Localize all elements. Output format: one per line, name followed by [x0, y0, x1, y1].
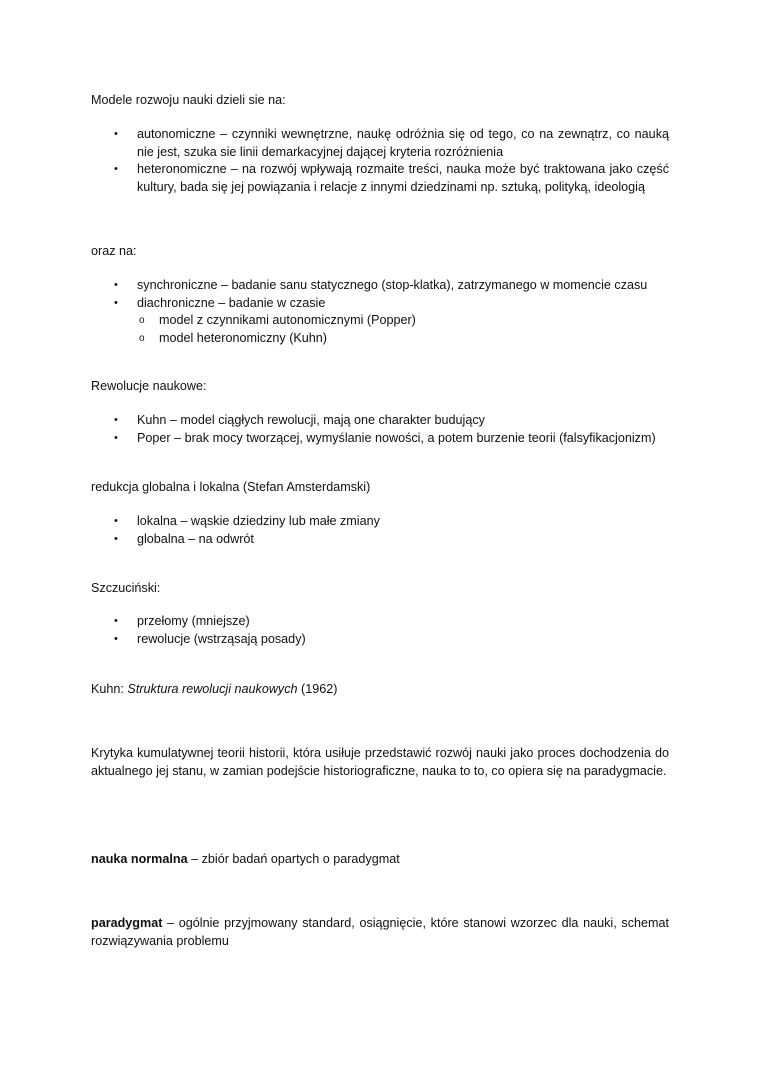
intro-paragraph: Modele rozwoju nauki dzieli sie na: — [91, 93, 286, 107]
list-item: • przełomy (mniejsze) — [91, 613, 669, 631]
term: paradygmat — [91, 916, 163, 930]
bullet-icon: • — [114, 515, 118, 527]
bullet-icon: • — [114, 615, 118, 627]
list-item: • lokalna – wąskie dziedziny lub małe zmiany — [91, 513, 669, 531]
list-reduction — [91, 513, 669, 548]
list-item: • globalna – na odwrót — [91, 531, 669, 549]
bullet-icon: • — [114, 296, 118, 309]
list-item: • rewolucje (wstrząsają posady) — [91, 631, 669, 649]
sublist-item: o model heteronomiczny (Kuhn) — [91, 330, 669, 348]
book-title: Struktura rewolucji naukowych — [127, 682, 298, 696]
krytyka-paragraph: Krytyka kumulatywnej teorii historii, która usiłuje przedstawić rozwój nauki jako proces dochodzenia do aktualnego jej stanu, w zamian podejście historiograficzne, nauka to to, co opiera się na paradygmacie. — [91, 746, 669, 778]
oraz-paragraph: oraz na: — [91, 244, 137, 258]
list-item: • synchroniczne – badanie sanu statycznego (stop-klatka), zatrzymanego w momencie czasu — [91, 277, 669, 295]
bullet-icon: • — [114, 163, 118, 175]
sublist-item: o model z czynnikami autonomicznymi (Popper) — [91, 312, 669, 330]
list-item: • diachroniczne – badanie w czasie o model z czynnikami autonomicznymi (Popper) o model heteronomiczny (Kuhn) — [91, 295, 669, 348]
list-item: • autonomiczne – czynniki wewnętrzne, naukę odróżnia się od tego, co na zewnątrz, co nauką nie jest, szuka sie linii demarkacyjnej dającej kryteria rozróżnienia — [114, 127, 669, 159]
list-models-autonomy — [91, 126, 669, 196]
list-item: • Kuhn – model ciągłych rewolucji, mają one charakter budujący — [91, 412, 669, 430]
nauka-normalna-definition: nauka normalna – zbiór badań opartych o paradygmat — [91, 852, 400, 866]
list-models-time — [91, 277, 669, 347]
list-szczucinski — [91, 613, 669, 648]
szczucinski-heading: Szczuciński: — [91, 581, 161, 595]
bullet-icon: • — [114, 279, 118, 291]
kuhn-reference: Kuhn: Struktura rewolucji naukowych (1962) — [91, 682, 338, 696]
redukcja-heading: redukcja globalna i lokalna (Stefan Amsterdamski) — [91, 480, 371, 494]
sublist-diachronic — [91, 312, 669, 347]
bullet-icon: • — [114, 431, 118, 444]
paradygmat-definition: paradygmat – ogólnie przyjmowany standard, osiągnięcie, które stanowi wzorzec dla nauki, schemat rozwiązywania problemu — [91, 916, 669, 948]
list-item: • Poper – brak mocy tworzącej, wymyślanie nowości, a potem burzenie teorii (falsyfikacjonizm) — [91, 430, 669, 448]
rewolucje-heading: Rewolucje naukowe: — [91, 379, 207, 393]
bullet-icon: • — [114, 532, 118, 545]
list-revolutions — [91, 412, 669, 447]
term: nauka normalna — [91, 852, 188, 866]
bullet-icon: • — [114, 632, 118, 645]
bullet-icon: • — [114, 414, 118, 426]
circle-bullet-icon: o — [139, 332, 145, 344]
circle-bullet-icon: o — [139, 315, 145, 326]
list-item: • heteronomiczne – na rozwój wpływają rozmaite treści, nauka może być traktowana jako część kultury, bada się jej powiązania i relacje z innymi dziedzinami np. sztuką, polityką, ideologią — [114, 162, 669, 194]
bullet-icon: • — [114, 128, 118, 140]
